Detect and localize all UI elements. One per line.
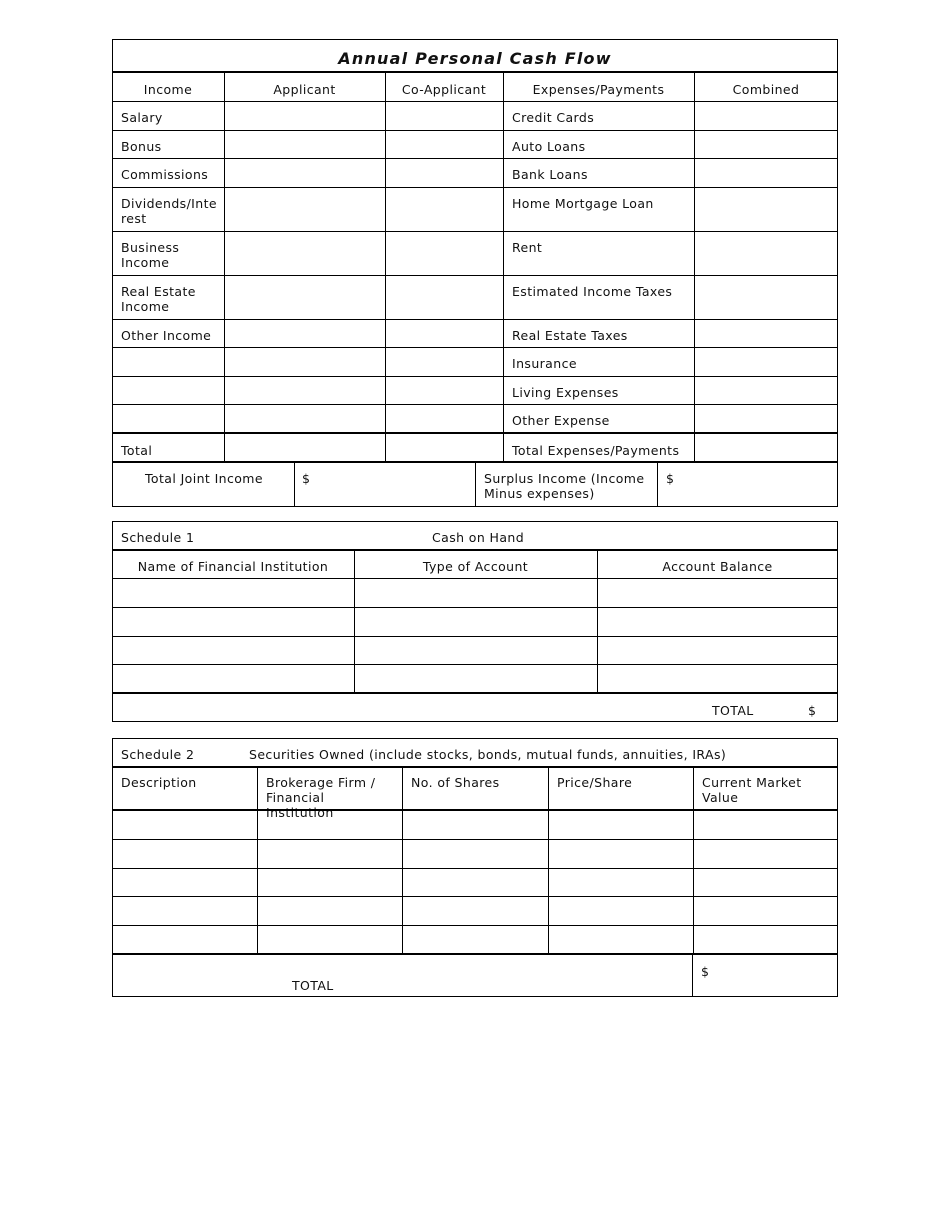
expense-row-credit-cards: Credit Cards [512, 110, 595, 125]
total-joint-income-dollar: $ [302, 471, 311, 486]
schedule2-entry-rows[interactable] [113, 811, 837, 952]
col-account-balance: Account Balance [662, 559, 773, 574]
total-joint-income-field[interactable] [314, 463, 474, 505]
schedule1-total-label: TOTAL [712, 703, 754, 718]
header-income: Income [143, 82, 193, 97]
col-brokerage-firm: Brokerage Firm / Financial Institution [266, 775, 376, 820]
schedule2-total-label: TOTAL [292, 978, 334, 993]
income-row-business: Business Income [121, 240, 180, 270]
schedule1-title: Cash on Hand [432, 530, 525, 545]
income-row-bonus: Bonus [121, 139, 162, 154]
surplus-income-field[interactable] [678, 463, 836, 505]
header-expenses: Expenses/Payments [532, 82, 665, 97]
applicant-entry-column[interactable] [225, 102, 384, 460]
col-market-value: Current Market Value [702, 775, 802, 805]
expense-row-real-estate-taxes: Real Estate Taxes [512, 328, 628, 343]
schedule1-total-dollar: $ [808, 703, 817, 718]
schedule1-entry-rows[interactable] [113, 579, 837, 691]
total-joint-income-label: Total Joint Income [145, 471, 263, 486]
income-row-real-estate: Real Estate Income [121, 284, 196, 314]
header-combined: Combined [732, 82, 800, 97]
col-description: Description [121, 775, 197, 790]
expense-row-rent: Rent [512, 240, 543, 255]
expense-row-income-taxes: Estimated Income Taxes [512, 284, 673, 299]
header-applicant: Applicant [273, 82, 336, 97]
expense-row-total: Total Expenses/Payments [512, 443, 680, 458]
expense-row-insurance: Insurance [512, 356, 577, 371]
income-row-dividends: Dividends/Interest [121, 196, 217, 226]
col-financial-institution: Name of Financial Institution [137, 559, 329, 574]
header-co-applicant: Co-Applicant [401, 82, 487, 97]
schedule2-label: Schedule 2 [121, 747, 195, 762]
schedule1-label: Schedule 1 [121, 530, 195, 545]
schedule2-total-dollar: $ [701, 964, 710, 979]
col-account-type: Type of Account [422, 559, 529, 574]
combined-entry-column[interactable] [695, 102, 837, 460]
income-row-total: Total [121, 443, 153, 458]
col-price-per-share: Price/Share [557, 775, 633, 790]
expense-row-mortgage: Home Mortgage Loan [512, 196, 654, 211]
surplus-income-dollar: $ [666, 471, 675, 486]
schedule2-title: Securities Owned (include stocks, bonds, mutual funds, annuities, IRAs) [249, 747, 727, 762]
income-row-salary: Salary [121, 110, 163, 125]
income-row-other: Other Income [121, 328, 212, 343]
expense-row-other: Other Expense [512, 413, 610, 428]
cash-flow-title: Annual Personal Cash Flow [338, 49, 612, 68]
schedule2-total-field[interactable] [712, 956, 836, 995]
expense-row-auto-loans: Auto Loans [512, 139, 586, 154]
co-applicant-entry-column[interactable] [386, 102, 502, 460]
col-number-of-shares: No. of Shares [411, 775, 500, 790]
expense-row-living: Living Expenses [512, 385, 619, 400]
expense-row-bank-loans: Bank Loans [512, 167, 588, 182]
income-row-commissions: Commissions [121, 167, 209, 182]
surplus-income-label: Surplus Income (Income Minus expenses) [484, 471, 645, 501]
